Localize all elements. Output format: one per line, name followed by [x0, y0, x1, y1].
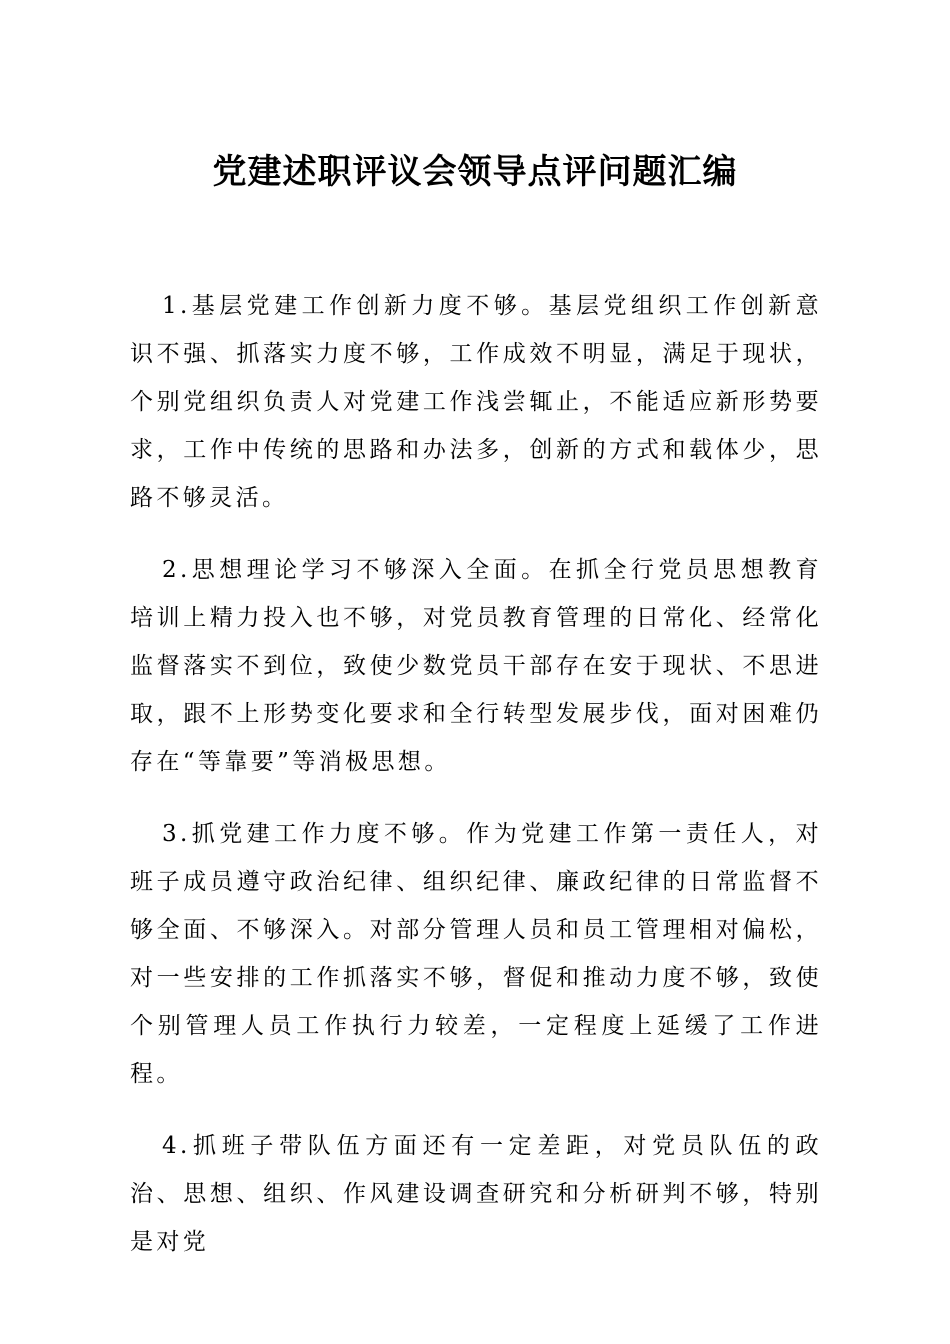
- paragraph-1: 1.基层党建工作创新力度不够。基层党组织工作创新意识不强、抓落实力度不够，工作成效不明显，满足于现状，个别党组织负责人对党建工作浅尝辄止，不能适应新形势要求，工作中传统的思路和办法多，创新的方式和载体少，思路不够灵活。: [130, 293, 822, 511]
- paragraph-3: 3.抓党建工作力度不够。作为党建工作第一责任人，对班子成员遵守政治纪律、组织纪律、廉政纪律的日常监督不够全面、不够深入。对部分管理人员和员工管理相对偏松，对一些安排的工作抓落实不够，督促和推动力度不够，致使个别管理人员工作执行力较差，一定程度上延缓了工作进程。: [130, 821, 822, 1087]
- paragraph-2: 2.思想理论学习不够深入全面。在抓全行党员思想教育培训上精力投入也不够，对党员教育管理的日常化、经常化监督落实不到位，致使少数党员干部存在安于现状、不思进取，跟不上形势变化要求和全行转型发展步伐，面对困难仍存在“等靠要”等消极思想。: [130, 557, 822, 775]
- paragraph-4: 4.抓班子带队伍方面还有一定差距，对党员队伍的政治、思想、组织、作风建设调查研究和分析研判不够，特别是对党: [130, 1133, 822, 1255]
- document-body: [130, 282, 822, 1290]
- document-title: 党建述职评议会领导点评问题汇编: [212, 152, 738, 192]
